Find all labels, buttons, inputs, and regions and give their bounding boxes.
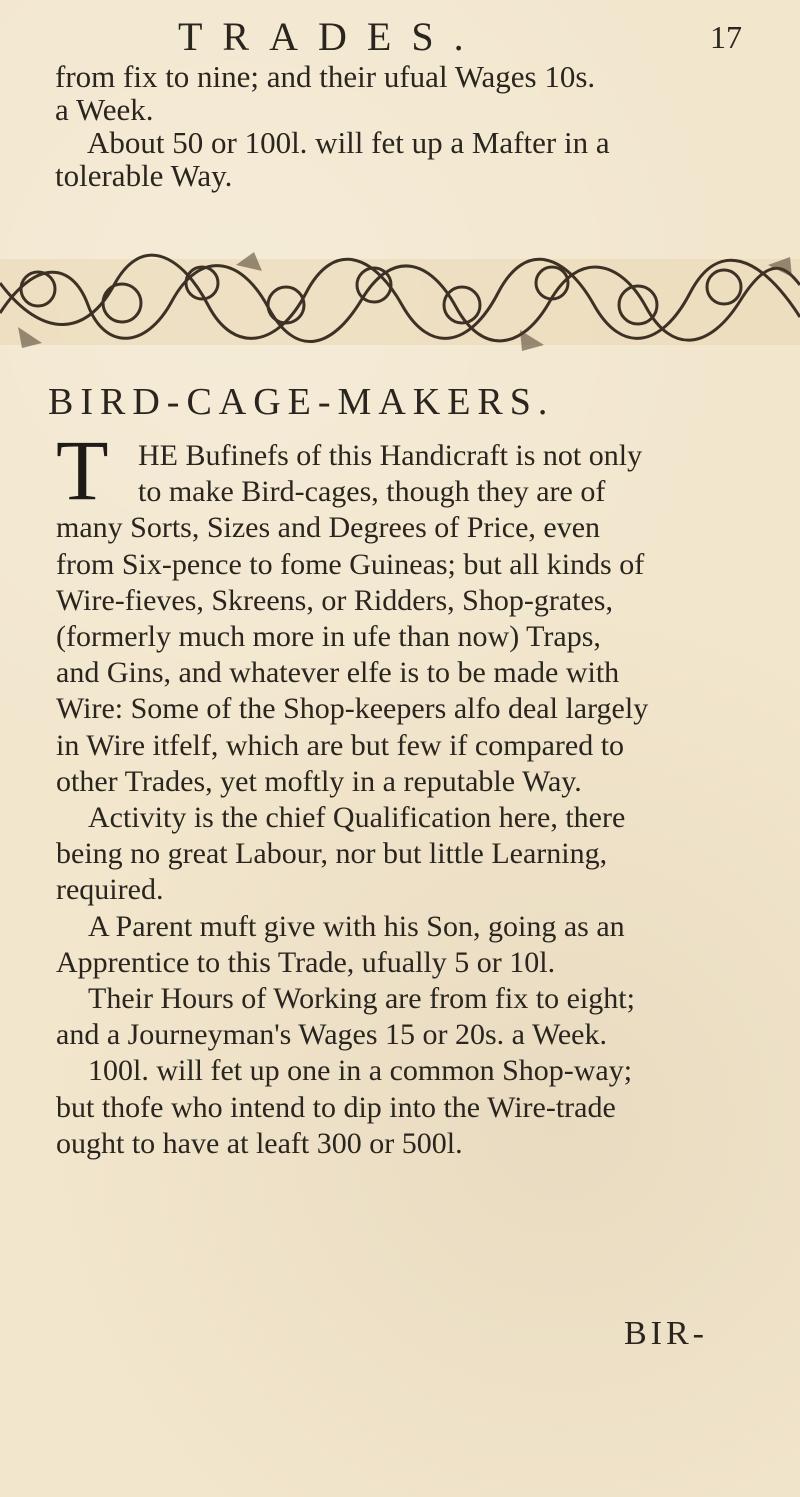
text-line-15: Apprentice to this Trade, ufually 5 or 10l. [56, 945, 556, 979]
ornament-icon [0, 247, 800, 357]
text-line-8: Wire: Some of the Shop-keepers alfo deal largely [56, 692, 649, 726]
text-line-9: in Wire itfelf, which are but few if compared to [56, 728, 625, 762]
section-title: BIRD-CAGE-MAKERS. [48, 381, 555, 423]
intro-line-2: a Week. [55, 92, 154, 127]
text-line-10: other Trades, yet moftly in a reputable Way. [56, 764, 582, 798]
text-line-14: A Parent muft give with his Son, going as an [88, 909, 625, 943]
intro-line-4: tolerable Way. [55, 158, 233, 193]
text-line-2: to make Bird-cages, though they are of [138, 475, 606, 509]
running-title: TRADES. [178, 14, 484, 59]
catchword: BIR- [624, 1315, 708, 1352]
intro-line-1: from fix to nine; and their ufual Wages 10s. [55, 59, 596, 94]
text-line-5: Wire-fieves, Skreens, or Ridders, Shop-grates, [56, 583, 613, 617]
running-head [0, 14, 800, 59]
text-line-12: being no great Labour, nor but little Learning, [56, 837, 608, 871]
text-line-13: required. [56, 873, 164, 907]
text-line-18: 100l. will fet up one in a common Shop-way; [88, 1054, 633, 1088]
intro-paragraph [55, 60, 765, 192]
intro-line-3: About 50 or 100l. will fet up a Mafter in a [87, 125, 610, 160]
text-line-20: ought to have at leaft 300 or 500l. [56, 1126, 463, 1160]
decorative-ornament-band [0, 247, 800, 357]
text-line-16: Their Hours of Working are from fix to eight; [88, 982, 635, 1016]
text-line-11: Activity is the chief Qualification here, there [88, 801, 626, 835]
text-line-3: many Sorts, Sizes and Degrees of Price, even [56, 511, 601, 545]
text-line-1: HE Bufinefs of this Handicraft is not only [138, 439, 643, 472]
text-line-19: but thofe who intend to dip into the Wire-trade [56, 1090, 616, 1124]
text-line-7: and Gins, and whatever elfe is to be made with [56, 656, 620, 690]
drop-cap: T [56, 422, 109, 518]
text-line-6: (formerly much more in ufe than now) Traps, [56, 620, 601, 654]
page-number: 17 [710, 19, 742, 55]
text-line-4: from Six-pence to fome Guineas; but all kinds of [56, 547, 645, 581]
text-line-17: and a Journeyman's Wages 15 or 20s. a Week. [56, 1018, 608, 1052]
main-text [56, 422, 776, 1162]
